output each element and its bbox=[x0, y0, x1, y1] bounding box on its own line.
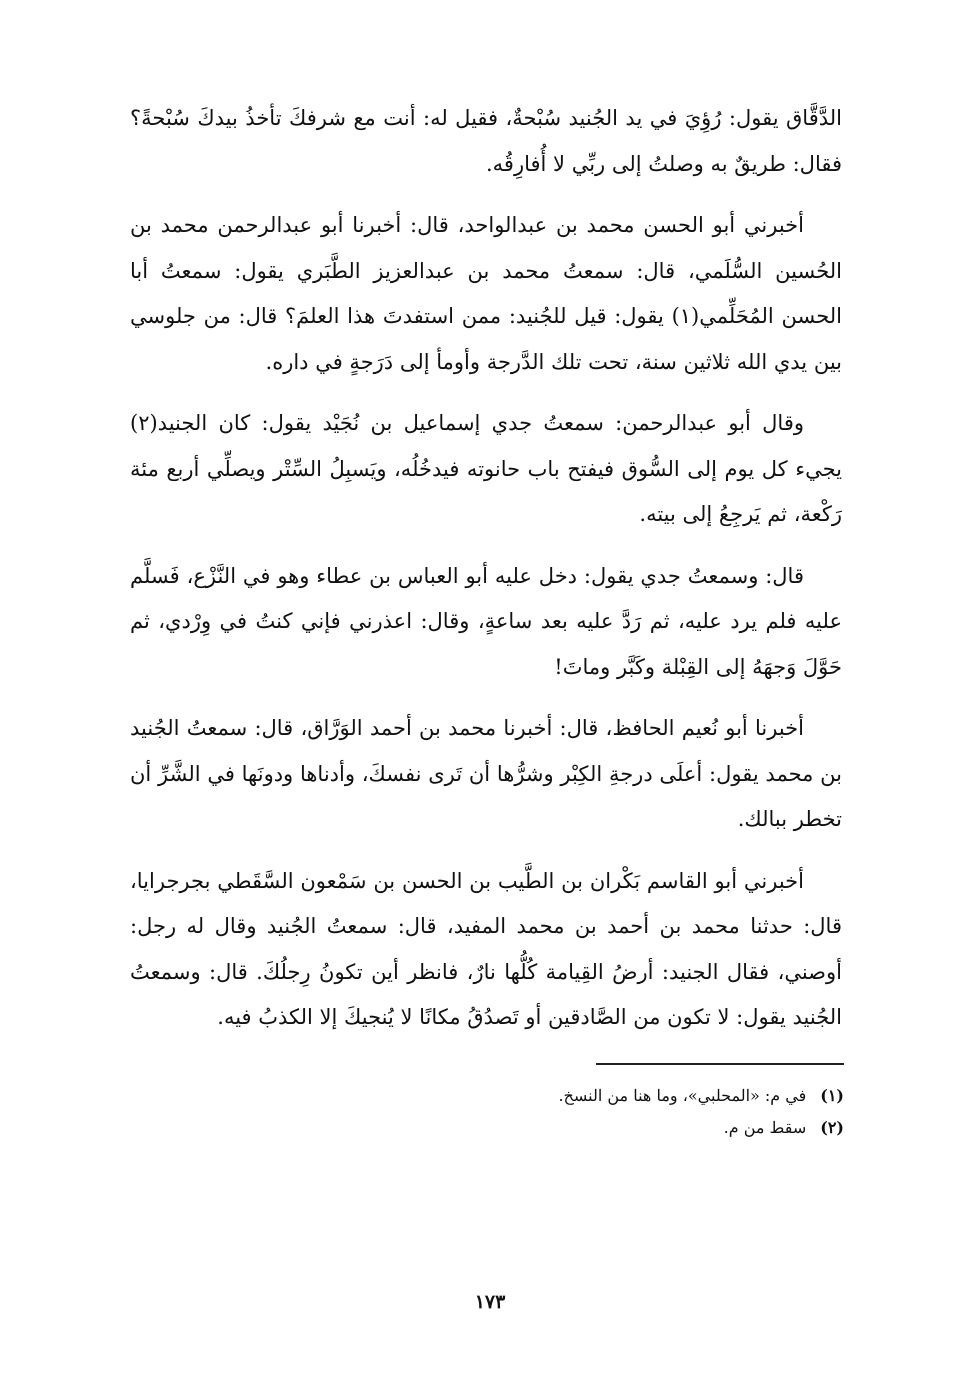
main-text bbox=[130, 96, 842, 1057]
paragraph-1: الدَّقَّاق يقول: رُؤِيَ في يد الجُنيد سُبْحةٌ، فقيل له: أنت مع شرفكَ تأخذُ بيدكَ سُبْحةً؟ فقال: طريقٌ به وصلتُ إلى ربِّي لا أُفارِقُه. bbox=[130, 106, 842, 176]
footnote-number: (٢) bbox=[820, 1118, 844, 1137]
footnote-text: سقط من م. bbox=[723, 1118, 807, 1137]
page-number: ١٧٣ bbox=[474, 1291, 506, 1313]
footnote-1 bbox=[430, 1080, 844, 1112]
footnotes bbox=[430, 1080, 844, 1144]
paragraph-5: أخبرنا أبو نُعيم الحافظ، قال: أخبرنا محمد بن أحمد الوَرَّاق، قال: سمعتُ الجُنيد بن محمد يقول: أعلَى درجةِ الكِبْر وشرُّها أن تَرى نفسكَ، وأدناها ودونَها في الشَّرِّ أن تخطر ببالك. bbox=[130, 716, 842, 831]
paragraph-3: وقال أبو عبدالرحمن: سمعتُ جدي إسماعيل بن نُجَيْد يقول: كان الجنيد(٢) يجيء كل يوم إلى السُّوق فيفتح باب حانوته فيدخُلُه، ويَسبِلُ السِّتْر ويصلِّي أربع مئة رَكْعة، ثم يَرجِعُ إلى بيته. bbox=[130, 411, 842, 526]
footnote-separator bbox=[596, 1063, 844, 1065]
footnote-2 bbox=[430, 1112, 844, 1144]
footnote-number: (١) bbox=[820, 1086, 844, 1105]
footnote-text: في م: «المحلبي»، وما هنا من النسخ. bbox=[558, 1086, 807, 1105]
paragraph-4: قال: وسمعتُ جدي يقول: دخل عليه أبو العباس بن عطاء وهو في النَّزْع، فَسلَّم عليه فلم يرد عليه، ثم رَدَّ عليه بعد ساعةٍ، وقال: اعذرني فإني كنتُ في وِرْدي، ثم حَوَّلَ وَجهَهُ إلى القِبْلة وكَبَّر وماتَ! bbox=[130, 563, 842, 679]
paragraph-6: أخبرني أبو القاسم بَكْران بن الطَّيب بن الحسن بن سَمْعون السَّقَطي بجرجرايا، قال: حدثنا محمد بن أحمد بن محمد المفيد، قال: سمعتُ الجُنيد وقال له رجل: أوصني، فقال الجنيد: أرضُ القِيامة كُلُّها نارٌ، فانظر أين تكونُ رِجلُكَ. قال: وسمعتُ الجُنيد يقول: لا تكون من الصَّادقين أو تَصدُقُ مكانًا لا يُنجيكَ إلا الكذبُ فيه. bbox=[130, 868, 842, 1029]
paragraph-2: أخبرني أبو الحسن محمد بن عبدالواحد، قال: أخبرنا أبو عبدالرحمن محمد بن الحُسين السُّلَمي، قال: سمعتُ محمد بن عبدالعزيز الطَّبَري يقول: سمعتُ أبا الحسن المُحَلِّمي(١) يقول: قيل للجُنيد: ممن استفدتَ هذا العلمَ؟ قال: من جلوسي بين يدي الله ثلاثين سنة، تحت تلك الدَّرجة وأومأ إلى دَرَجةٍ في داره. bbox=[130, 213, 842, 374]
